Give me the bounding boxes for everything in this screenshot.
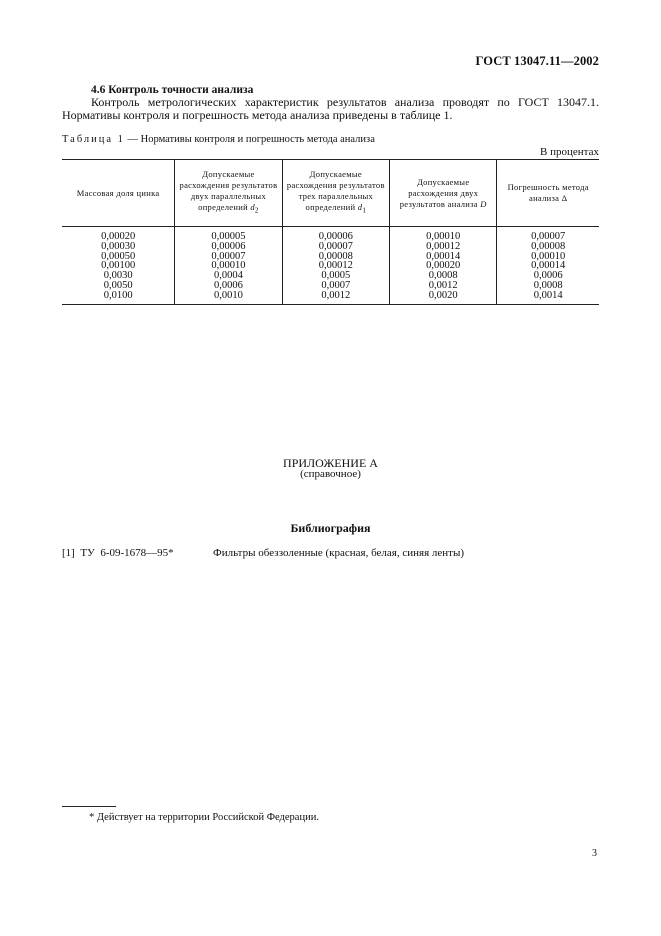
table-cell: 0,00008 bbox=[497, 242, 599, 252]
table-caption-text: — Нормативы контроля и погрешность метода анализа bbox=[124, 134, 375, 145]
table-caption-label: Таблица 1 bbox=[62, 134, 125, 145]
appendix-subtitle: (справочное) bbox=[300, 468, 361, 480]
section-paragraph bbox=[62, 96, 599, 122]
table-cell: 0,0007 bbox=[282, 281, 389, 291]
column-header: Допускаемые расхождения результатов двух параллельных определений $d_2$ bbox=[175, 160, 282, 227]
table-cell: 0,0020 bbox=[390, 291, 497, 304]
document-header: ГОСТ 13047.11—2002 bbox=[475, 54, 599, 68]
column-header: Массовая доля цинка bbox=[62, 160, 175, 227]
table-row bbox=[62, 291, 599, 304]
table-cell: 0,00100 bbox=[62, 261, 175, 271]
paragraph-line-1: Контроль метрологических характеристик результатов анализа проводят по ГОСТ 13047.1. bbox=[91, 95, 599, 109]
table-row bbox=[62, 227, 599, 242]
table-cell: 0,0030 bbox=[62, 271, 175, 281]
table-cell: 0,00007 bbox=[175, 252, 282, 262]
table-cell: 0,00007 bbox=[497, 227, 599, 242]
table-cell: 0,0006 bbox=[497, 271, 599, 281]
column-header: Допускаемые расхождения результатов трех параллельных определений $d_1$ bbox=[282, 160, 389, 227]
table-cell: 0,00012 bbox=[390, 242, 497, 252]
table-cell: 0,0004 bbox=[175, 271, 282, 281]
table-cell: 0,0050 bbox=[62, 281, 175, 291]
bibliography-title: Библиография bbox=[290, 521, 371, 535]
paragraph-line-2: Нормативы контроля и погрешность метода анализа приведены в таблице 1. bbox=[62, 108, 453, 122]
table-cell: 0,00030 bbox=[62, 242, 175, 252]
table-units: В процентах bbox=[540, 146, 599, 158]
table-cell: 0,00005 bbox=[175, 227, 282, 242]
bibliography-entry-ref: [1] ТУ 6-09-1678—95* bbox=[62, 547, 174, 559]
table-cell: 0,0008 bbox=[497, 281, 599, 291]
page-number: 3 bbox=[592, 848, 597, 859]
table-body bbox=[62, 227, 599, 305]
table-header-row bbox=[62, 160, 599, 227]
bibliography-entry-desc: Фильтры обеззоленные (красная, белая, синяя ленты) bbox=[213, 547, 465, 559]
table-cell: 0,00006 bbox=[282, 227, 389, 242]
column-header: Допускаемые расхождения двух результатов анализа D bbox=[390, 160, 497, 227]
table-cell: 0,0008 bbox=[390, 271, 497, 281]
table-cell: 0,00008 bbox=[282, 252, 389, 262]
table-cell: 0,00020 bbox=[390, 261, 497, 271]
table-cell: 0,0012 bbox=[390, 281, 497, 291]
appendix-title: ПРИЛОЖЕНИЕ А bbox=[283, 456, 378, 470]
norms-table bbox=[62, 159, 599, 305]
column-header: Погрешность метода анализа Δ bbox=[497, 160, 599, 227]
table-cell: 0,0100 bbox=[62, 291, 175, 304]
table-cell: 0,00007 bbox=[282, 242, 389, 252]
footnote-rule bbox=[62, 806, 116, 807]
table-cell: 0,00006 bbox=[175, 242, 282, 252]
table-cell: 0,00020 bbox=[62, 227, 175, 242]
table-cell: 0,0012 bbox=[282, 291, 389, 304]
section-title: 4.6 Контроль точности анализа bbox=[91, 84, 254, 96]
table-cell: 0,00050 bbox=[62, 252, 175, 262]
table-cell: 0,00014 bbox=[497, 261, 599, 271]
table-cell: 0,0006 bbox=[175, 281, 282, 291]
table-cell: 0,00014 bbox=[390, 252, 497, 262]
table-caption bbox=[62, 134, 375, 145]
table-cell: 0,0010 bbox=[175, 291, 282, 304]
table-cell: 0,00010 bbox=[497, 252, 599, 262]
footnote-text: * Действует на территории Российской Федерации. bbox=[89, 812, 319, 823]
table-cell: 0,00012 bbox=[282, 261, 389, 271]
table-cell: 0,0014 bbox=[497, 291, 599, 304]
table-cell: 0,00010 bbox=[175, 261, 282, 271]
table-cell: 0,0005 bbox=[282, 271, 389, 281]
table-cell: 0,00010 bbox=[390, 227, 497, 242]
